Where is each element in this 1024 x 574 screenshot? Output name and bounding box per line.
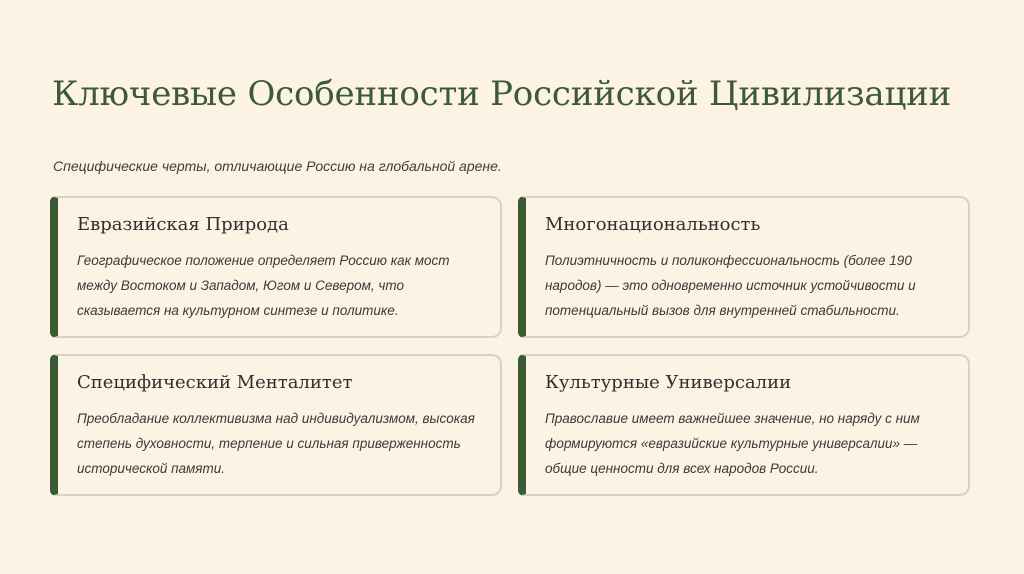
card-title: Многонациональность xyxy=(545,214,761,235)
card-multinationality xyxy=(518,196,970,338)
card-text: Православие имеет важнейшее значение, но наряду с ним формируются «евразийские культурные универсалии» — общие ценности для всех народов России. xyxy=(545,411,920,476)
card-text: Преобладание коллективизма над индивидуализмом, высокая степень духовности, терпение и сильная приверженность исторической памяти. xyxy=(77,411,475,476)
page-subtitle: Специфические черты, отличающие Россию на глобальной арене. xyxy=(53,158,502,174)
card-specific-mentality xyxy=(50,354,502,496)
card-eurasian-nature xyxy=(50,196,502,338)
card-title: Евразийская Природа xyxy=(77,214,289,235)
card-cultural-universals xyxy=(518,354,970,496)
card-title: Культурные Универсалии xyxy=(545,372,792,393)
card-text: Географическое положение определяет Россию как мост между Востоком и Западом, Югом и Севером, что сказывается на культурном синтезе и политике. xyxy=(77,253,450,318)
card-title: Специфический Менталитет xyxy=(77,372,353,393)
card-text: Полиэтничность и поликонфессиональность (более 190 народов) — это одновременно источник устойчивости и потенциальный вызов для внутренней стабильности. xyxy=(545,253,916,318)
page-title: Ключевые Особенности Российской Цивилизации xyxy=(52,74,952,114)
